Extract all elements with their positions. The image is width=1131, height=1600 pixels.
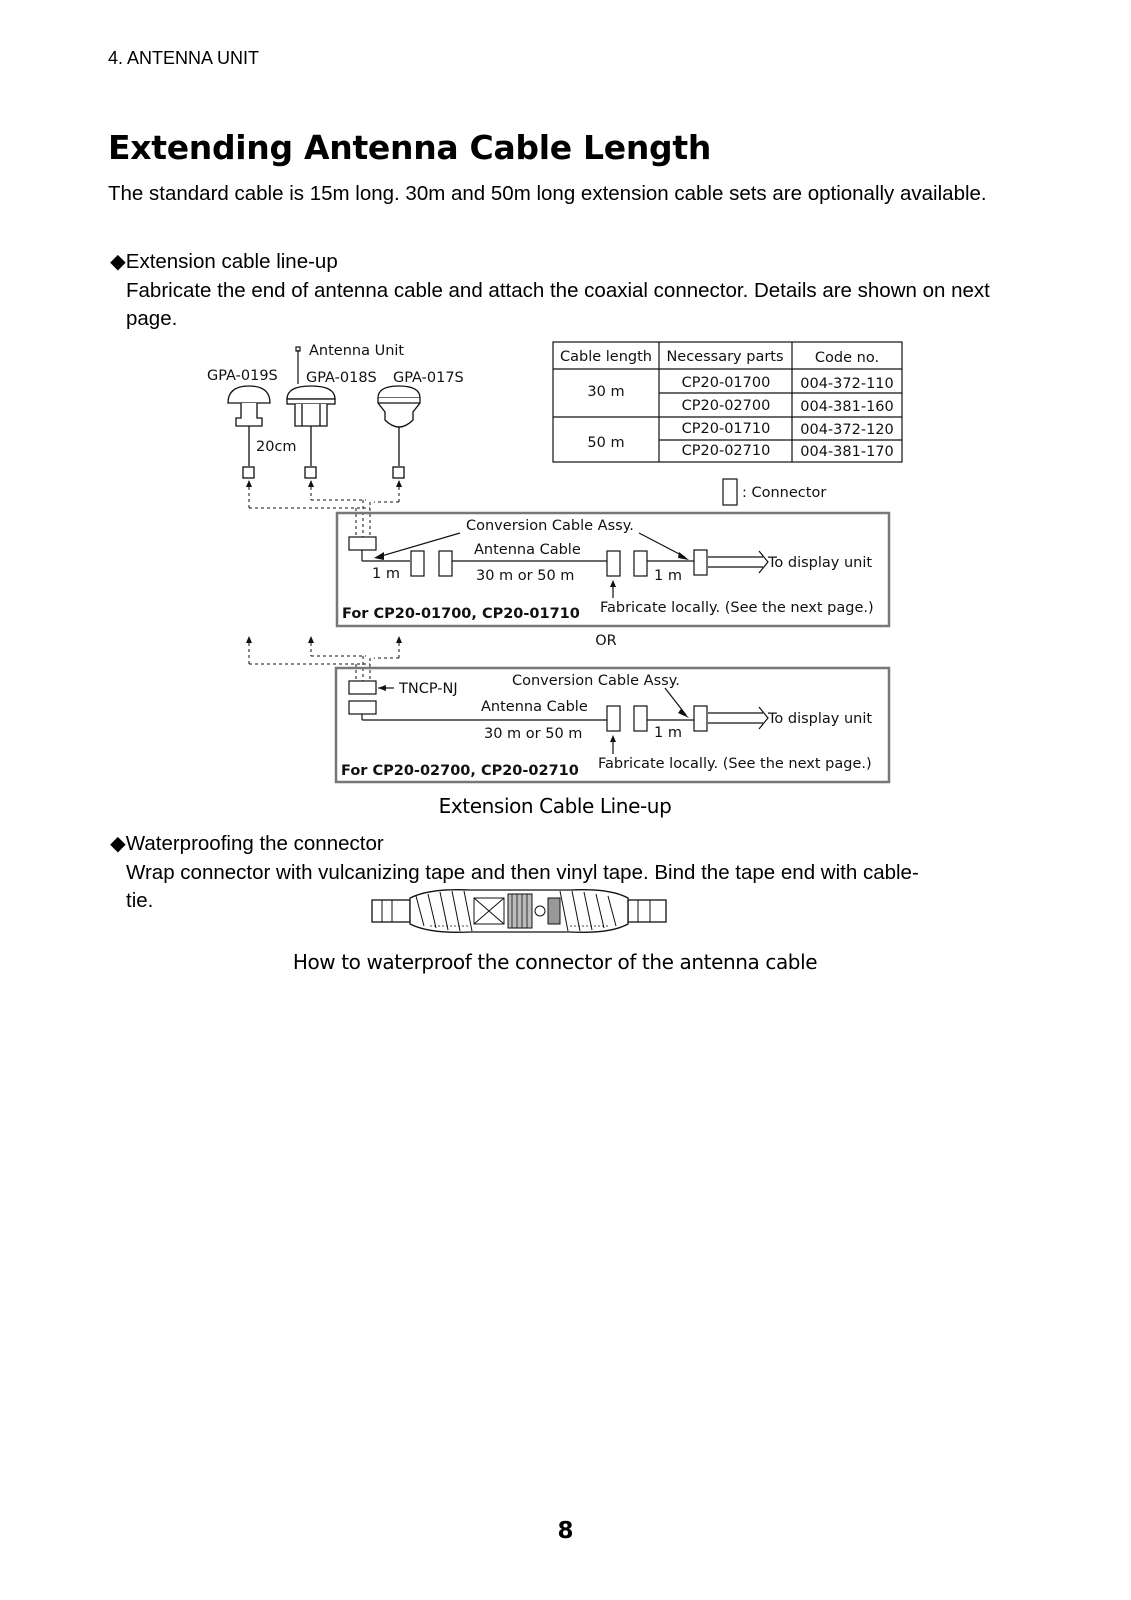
length-20cm-label: 20cm <box>256 439 297 455</box>
box2-antenna-cable-label: Antenna Cable <box>481 699 588 715</box>
table-cell-code: 004-372-110 <box>800 376 894 392</box>
box2-conversion-label: Conversion Cable Assy. <box>512 673 680 689</box>
section-header: 4. ANTENNA UNIT <box>108 48 260 68</box>
box1-fabricate-note: Fabricate locally. (See the next page.) <box>600 600 874 616</box>
box2-to-display-label: To display unit <box>768 711 873 727</box>
table-cell-length-30: 30 m <box>587 384 625 400</box>
intro-paragraph: The standard cable is 15m long. 30m and 50m long extension cable sets are optionally available. <box>108 182 987 205</box>
box1-antenna-cable-label: Antenna Cable <box>474 542 581 558</box>
gpa-019s-antenna-icon <box>228 386 270 478</box>
table-cell-part: CP20-02700 <box>681 398 771 414</box>
table-header-necessary-parts: Necessary parts <box>666 349 784 365</box>
waterproof-heading: ◆Waterproofing the connector <box>110 832 384 855</box>
box2-fabricate-note: Fabricate locally. (See the next page.) <box>598 756 872 772</box>
table-cell-code: 004-381-170 <box>800 444 894 460</box>
gpa-018s-label: GPA-018S <box>306 370 377 386</box>
box2-tncp-label: TNCP-NJ <box>399 681 458 697</box>
table-cell-part: CP20-01710 <box>681 421 771 437</box>
page-number: 8 <box>557 1518 574 1544</box>
table-header-code-no: Code no. <box>814 350 880 366</box>
gpa-018s-antenna-icon <box>287 386 335 478</box>
box2-length-1m: 1 m <box>654 725 682 741</box>
arrowheads-lower <box>246 636 402 643</box>
box1-length-30-50: 30 m or 50 m <box>476 568 575 584</box>
box2-for-label: For CP20-02700, CP20-02710 <box>341 763 579 779</box>
table-cell-part: CP20-02710 <box>681 443 771 459</box>
gpa-017s-antenna-icon <box>378 386 420 478</box>
table-cell-part: CP20-01700 <box>681 375 771 391</box>
box2-length-30-50: 30 m or 50 m <box>484 726 583 742</box>
dashed-routing-lower <box>249 643 399 681</box>
or-label: OR <box>595 633 617 649</box>
connector-legend-icon <box>723 479 737 505</box>
page-title: Extending Antenna Cable Length <box>108 128 712 167</box>
connector-legend-label: : Connector <box>742 485 827 501</box>
table-header-cable-length: Cable length <box>560 349 652 365</box>
lineup-heading: ◆Extension cable line-up <box>110 250 338 273</box>
table-cell-code: 004-372-120 <box>800 422 894 438</box>
box1-conversion-label: Conversion Cable Assy. <box>466 518 634 534</box>
box1-to-display-label: To display unit <box>768 555 873 571</box>
gpa-019s-label: GPA-019S <box>207 368 278 384</box>
table-cell-length-50: 50 m <box>587 435 625 451</box>
arrowheads-upper <box>246 480 402 487</box>
table-cell-code: 004-381-160 <box>800 399 894 415</box>
lineup-caption: Extension Cable Line-up <box>438 794 672 818</box>
extension-cable-diagram <box>0 0 1131 790</box>
antenna-unit-pointer <box>296 347 300 384</box>
waterproof-connector-illustration <box>370 886 670 938</box>
lineup-paragraph: Fabricate the end of antenna cable and attach the coaxial connector. Details are shown on next page. <box>126 279 990 330</box>
waterproof-paragraph: Wrap connector with vulcanizing tape and then vinyl tape. Bind the tape end with cable-tie. <box>126 861 919 912</box>
box1-length-1m-left: 1 m <box>372 566 400 582</box>
box1-for-label: For CP20-01700, CP20-01710 <box>342 606 580 622</box>
waterproof-caption: How to waterproof the connector of the antenna cable <box>292 950 818 974</box>
antenna-unit-label: Antenna Unit <box>309 343 405 359</box>
gpa-017s-label: GPA-017S <box>393 370 464 386</box>
box1-length-1m-right: 1 m <box>654 568 682 584</box>
